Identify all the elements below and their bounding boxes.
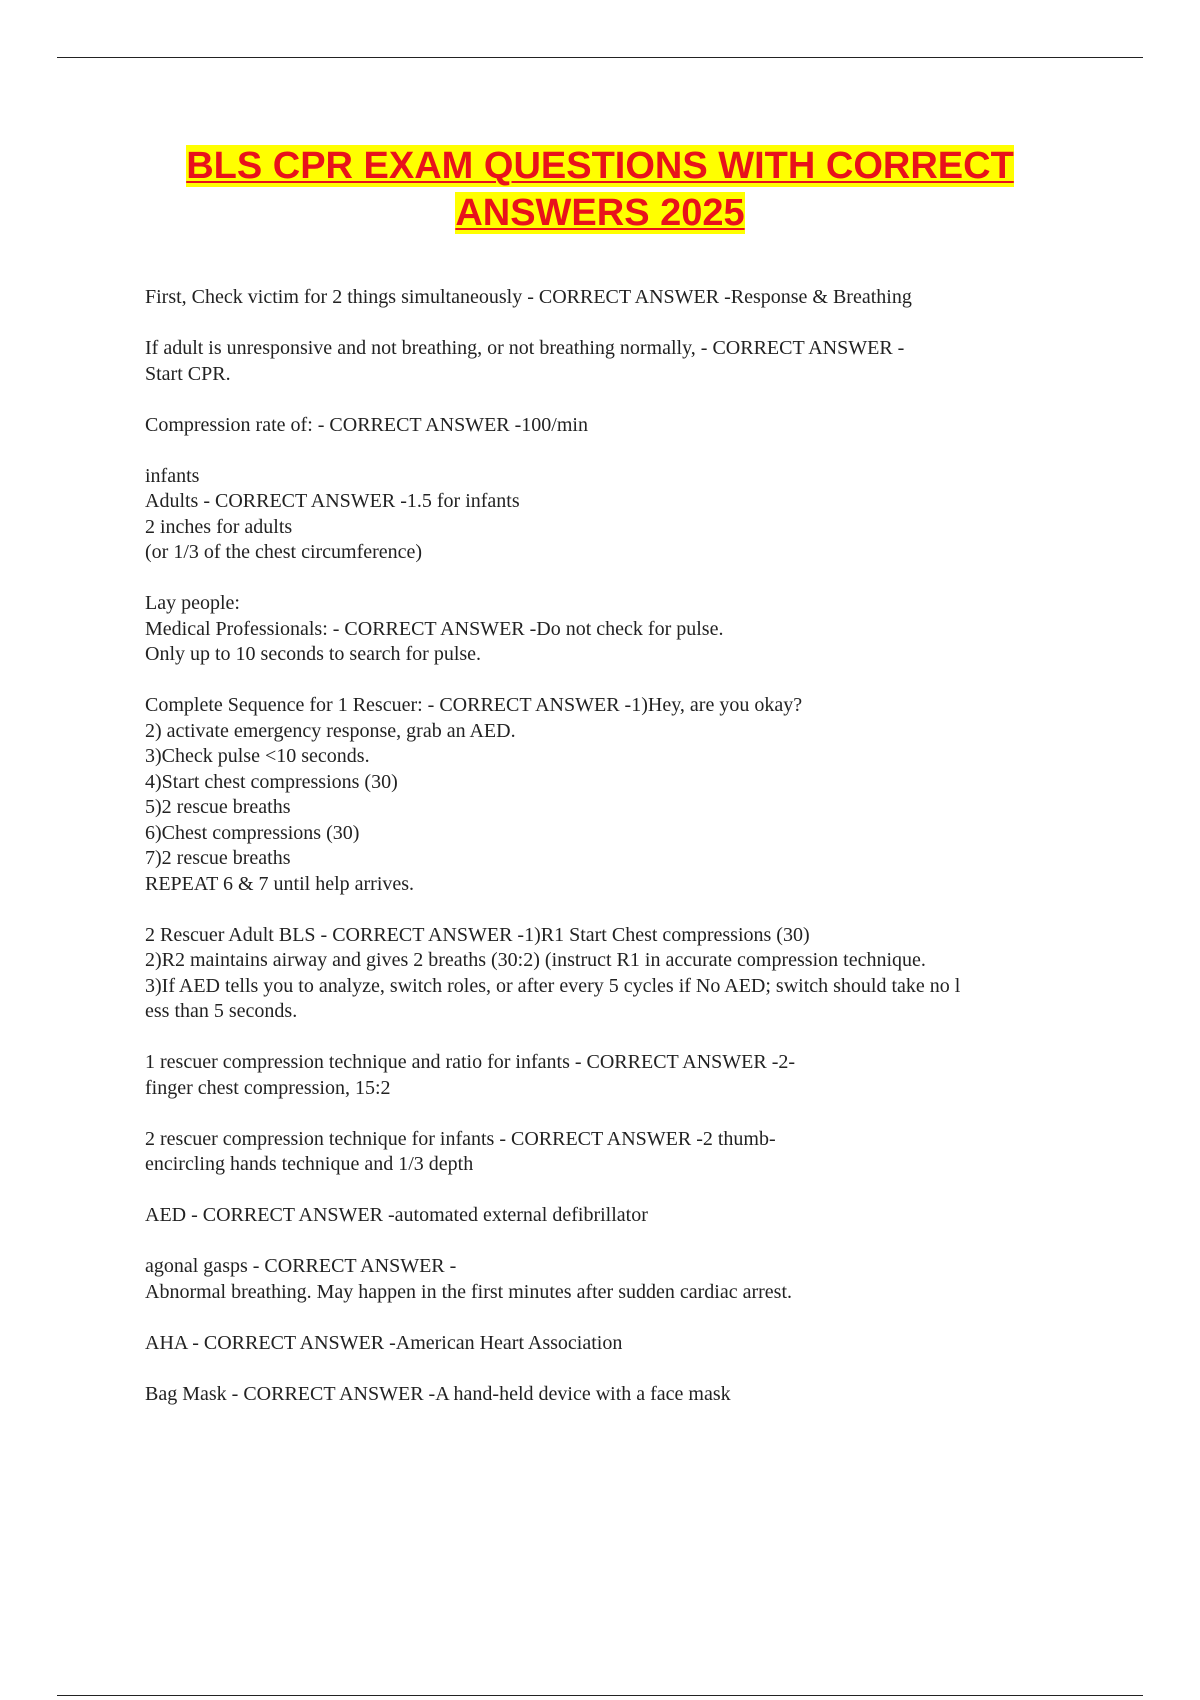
qa-line: REPEAT 6 & 7 until help arrives. <box>145 872 415 895</box>
qa-entry <box>145 1203 1095 1229</box>
title-line-2: ANSWERS 2025 <box>455 192 745 234</box>
qa-line: ess than 5 seconds. <box>145 1000 298 1022</box>
qa-line: 2) activate emergency response, grab an AED. <box>145 719 516 742</box>
qa-line: First, Check victim for 2 things simultaneously - CORRECT ANSWER -Response & Breathing <box>145 286 912 308</box>
qa-line: AED - CORRECT ANSWER -automated external defibrillator <box>145 1204 648 1226</box>
qa-entry <box>145 1382 1095 1408</box>
qa-line: 6)Chest compressions (30) <box>145 821 360 844</box>
qa-line: Complete Sequence for 1 Rescuer: - CORRECT ANSWER -1)Hey, are you okay? <box>145 694 803 716</box>
footer-rule <box>57 1695 1143 1696</box>
qa-line: Bag Mask - CORRECT ANSWER -A hand-held device with a face mask <box>145 1382 731 1405</box>
qa-entry <box>145 1254 1095 1305</box>
qa-line: 7)2 rescue breaths <box>145 847 291 869</box>
qa-line: Compression rate of: - CORRECT ANSWER -100/min <box>145 413 588 436</box>
qa-line: 2 inches for adults <box>145 515 293 538</box>
qa-line: 2 Rescuer Adult BLS - CORRECT ANSWER -1)R1 Start Chest compressions (30) <box>145 923 810 946</box>
qa-line: 2)R2 maintains airway and gives 2 breaths (30:2) (instruct R1 in accurate compression technique. <box>145 949 926 971</box>
qa-entry <box>145 1127 1095 1178</box>
qa-entry <box>145 923 1095 1025</box>
qa-entry <box>145 464 1095 566</box>
qa-line: infants <box>145 464 200 487</box>
qa-line: Lay people: <box>145 592 240 614</box>
qa-line: finger chest compression, 15:2 <box>145 1076 391 1099</box>
qa-line: 3)Check pulse <10 seconds. <box>145 745 370 767</box>
qa-line: AHA - CORRECT ANSWER -American Heart Association <box>145 1331 623 1354</box>
qa-line: Medical Professionals: - CORRECT ANSWER -Do not check for pulse. <box>145 617 724 640</box>
document-title <box>57 143 1143 237</box>
qa-line: Only up to 10 seconds to search for pulse. <box>145 643 482 665</box>
qa-line: 1 rescuer compression technique and ratio for infants - CORRECT ANSWER -2- <box>145 1051 796 1073</box>
qa-line: Abnormal breathing. May happen in the first minutes after sudden cardiac arrest. <box>145 1280 793 1303</box>
qa-line: Start CPR. <box>145 362 231 385</box>
qa-entry <box>145 1050 1095 1101</box>
title-line-1: BLS CPR EXAM QUESTIONS WITH CORRECT <box>186 145 1014 187</box>
qa-line: Adults - CORRECT ANSWER -1.5 for infants <box>145 490 520 512</box>
qa-line: encircling hands technique and 1/3 depth <box>145 1153 474 1175</box>
qa-line: 3)If AED tells you to analyze, switch roles, or after every 5 cycles if No AED; switch should take no l <box>145 974 961 997</box>
qa-entry <box>145 285 1095 311</box>
qa-line: 4)Start chest compressions (30) <box>145 770 398 793</box>
qa-entry <box>145 1331 1095 1357</box>
header-rule <box>57 57 1143 58</box>
qa-entry <box>145 336 1095 387</box>
qa-entry <box>145 413 1095 439</box>
qa-entry <box>145 693 1095 897</box>
qa-line: If adult is unresponsive and not breathing, or not breathing normally, - CORRECT ANSWER - <box>145 337 905 359</box>
qa-line: (or 1/3 of the chest circumference) <box>145 541 423 563</box>
qa-entry <box>145 591 1095 668</box>
qa-line: 5)2 rescue breaths <box>145 796 291 818</box>
qa-line: 2 rescuer compression technique for infants - CORRECT ANSWER -2 thumb- <box>145 1127 776 1150</box>
qa-line: agonal gasps - CORRECT ANSWER - <box>145 1255 457 1277</box>
qa-list <box>145 285 1095 1433</box>
